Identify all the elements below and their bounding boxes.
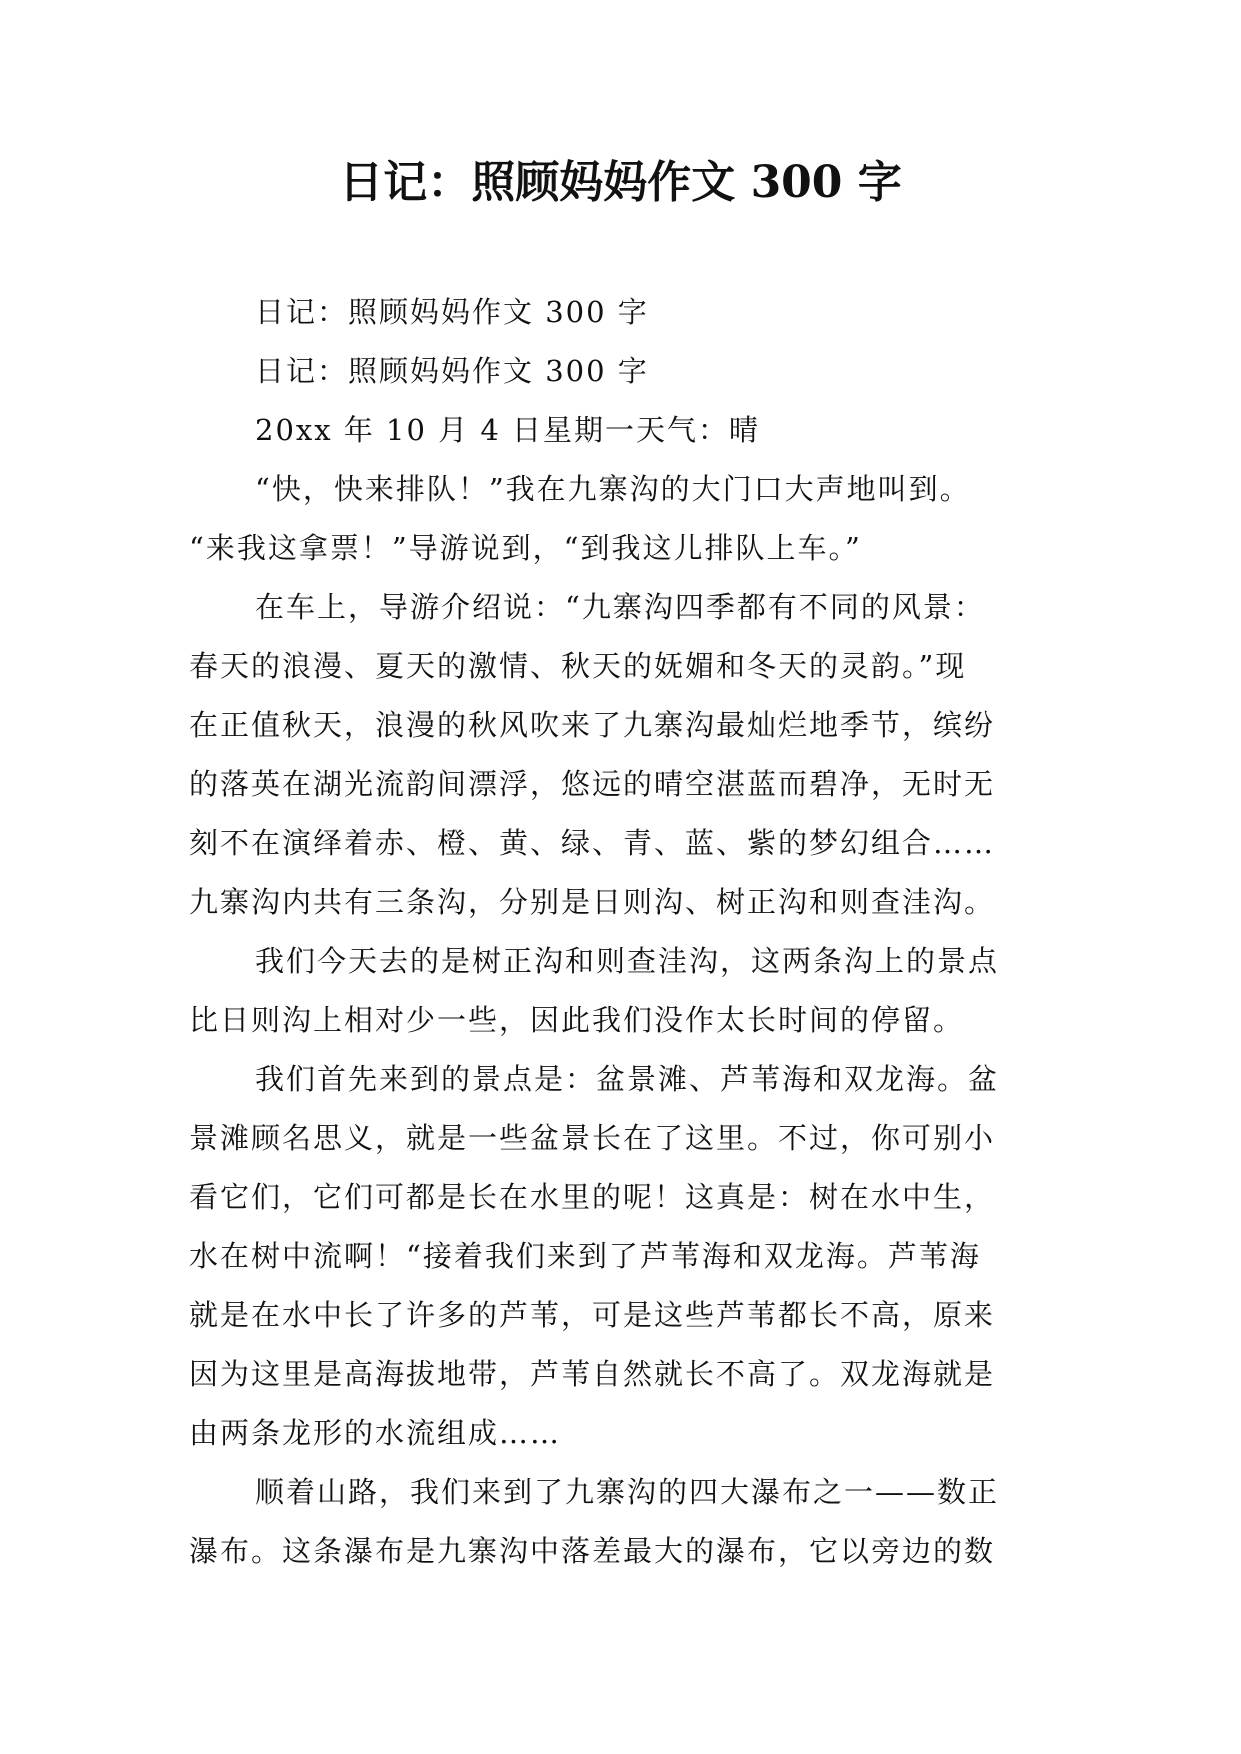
body-line: 水在树中流啊！“接着我们来到了芦苇海和双龙海。芦苇海 — [189, 1239, 981, 1273]
body-line: 在车上，导游介绍说：“九寨沟四季都有不同的风景： — [255, 590, 985, 624]
body-line: 比日则沟上相对少一些，因此我们没作太长时间的停留。 — [189, 1003, 965, 1037]
body-line: 的落英在湖光流韵间漂浮，悠远的晴空湛蓝而碧净，无时无 — [189, 767, 996, 801]
body-line: 由两条龙形的水流组成…… — [189, 1416, 562, 1450]
body-line: “来我这拿票！”导游说到，“到我这儿排队上车。” — [189, 531, 862, 565]
body-line: 春天的浪漫、夏天的激情、秋天的妩媚和冬天的灵韵。”现 — [189, 649, 967, 683]
body-line: 景滩顾名思义，就是一些盆景长在了这里。不过，你可别小 — [189, 1121, 996, 1155]
document-body — [189, 283, 1069, 1581]
document-title: 日记：照顾妈妈作文 300 字 — [339, 157, 902, 208]
body-line: 看它们，它们可都是长在水里的呢！这真是：树在水中生， — [189, 1180, 996, 1214]
body-line: 日记：照顾妈妈作文 300 字 — [255, 354, 649, 388]
body-line: 就是在水中长了许多的芦苇，可是这些芦苇都长不高，原来 — [189, 1298, 996, 1332]
body-line: 刻不在演绎着赤、橙、黄、绿、青、蓝、紫的梦幻组合…… — [189, 826, 996, 860]
body-line: 在正值秋天，浪漫的秋风吹来了九寨沟最灿烂地季节，缤纷 — [189, 708, 996, 742]
body-line: 因为这里是高海拔地带，芦苇自然就长不高了。双龙海就是 — [189, 1357, 996, 1391]
body-line: 我们今天去的是树正沟和则查洼沟，这两条沟上的景点 — [255, 944, 1000, 978]
body-line: 日记：照顾妈妈作文 300 字 — [255, 295, 649, 329]
body-line: 瀑布。这条瀑布是九寨沟中落差最大的瀑布，它以旁边的数 — [189, 1534, 996, 1568]
body-line: 我们首先来到的景点是：盆景滩、芦苇海和双龙海。盆 — [255, 1062, 1000, 1096]
body-line: 九寨沟内共有三条沟，分别是日则沟、树正沟和则查洼沟。 — [189, 885, 996, 919]
body-line: 20xx 年 10 月 4 日星期一天气：晴 — [255, 413, 761, 447]
body-line: “快，快来排队！”我在九寨沟的大门口大声地叫到。 — [255, 472, 971, 506]
body-line: 顺着山路，我们来到了九寨沟的四大瀑布之一——数正 — [255, 1475, 1000, 1509]
